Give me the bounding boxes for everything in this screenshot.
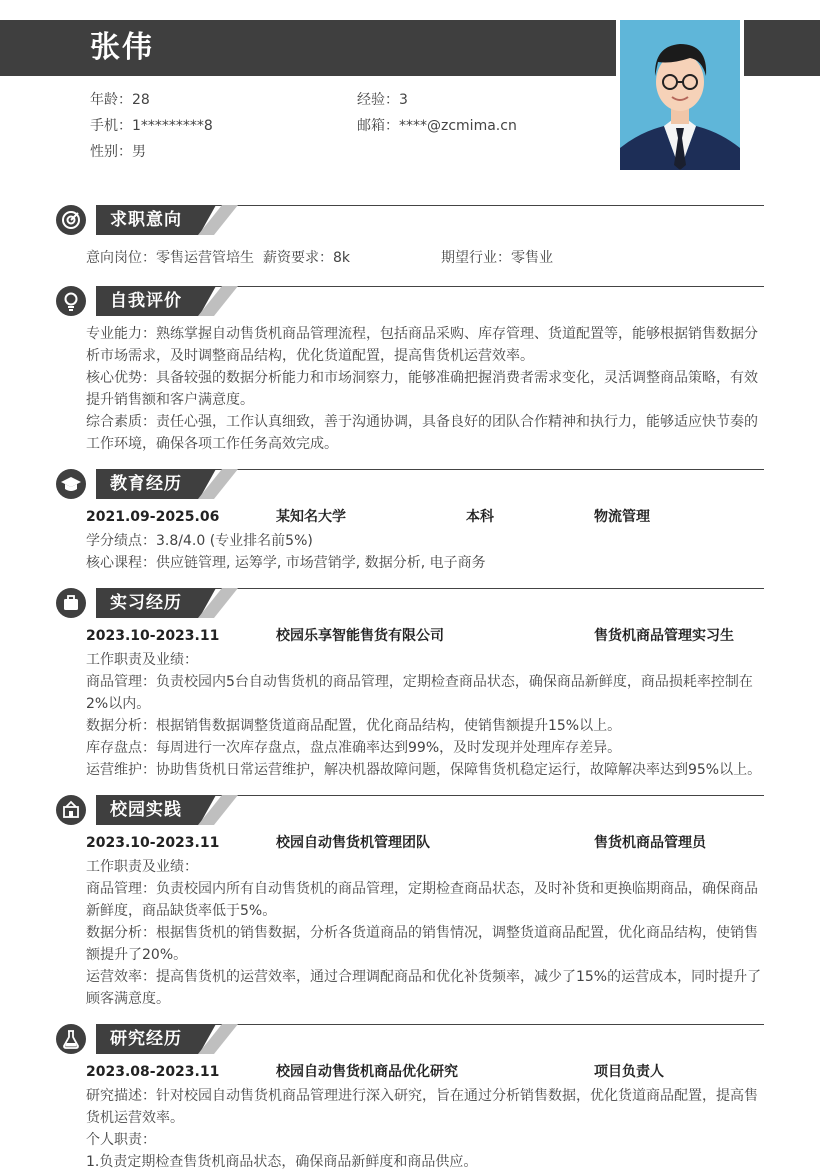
internship-company: 校园乐享智能售货有限公司 xyxy=(276,628,444,644)
research-duty-label: 个人职责： xyxy=(86,1132,156,1148)
education-row xyxy=(86,506,764,528)
internship-line: 库存盘点：每周进行一次库存盘点，盘点准确率达到99%，及时发现并处理库存差异。 xyxy=(86,740,622,756)
flask-icon xyxy=(56,1024,86,1054)
education-major: 物流管理 xyxy=(594,509,650,525)
section-self-eval-header xyxy=(56,286,764,318)
intent-salary: 薪资要求：8k xyxy=(263,250,351,266)
internship-period: 2023.10-2023.11 xyxy=(86,628,220,644)
self-eval-line: 专业能力：熟练掌握自动售货机商品管理流程，包括商品采购、库存管理、货道配置等，能够根据销售数据分析市场需求，及时调整商品结构，优化货道配置，提高售货机运营效率。 xyxy=(86,326,758,364)
self-eval-line: 核心优势：具备较强的数据分析能力和市场洞察力，能够准确把握消费者需求变化，灵活调整商品策略，有效提升销售额和客户满意度。 xyxy=(86,370,758,408)
section-internship-header xyxy=(56,588,764,620)
campus-line: 数据分析：根据售货机的销售数据，分析各货道商品的销售情况，调整货道商品配置，优化商品结构，使销售额提升了20%。 xyxy=(86,925,758,963)
education-degree: 本科 xyxy=(466,509,494,525)
section-title: 研究经历 xyxy=(110,1029,182,1049)
education-gpa: 学分绩点：3.8/4.0 (专业排名前5%) xyxy=(86,533,313,549)
education-courses: 核心课程：供应链管理, 运筹学, 市场营销学, 数据分析, 电子商务 xyxy=(86,555,486,571)
self-eval-line: 综合素质：责任心强，工作认真细致，善于沟通协调，具备良好的团队合作精神和执行力，能够适应快节奏的工作环境，确保各项工作任务高效完成。 xyxy=(86,414,758,452)
target-icon xyxy=(56,205,86,235)
building-icon xyxy=(56,795,86,825)
email-field: 邮箱：****@zcmima.cn xyxy=(357,118,517,134)
campus-line: 商品管理：负责校园内所有自动售货机的商品管理，定期检查商品状态，及时补货和更换临期商品，确保商品新鲜度，商品缺货率低于5%。 xyxy=(86,881,758,919)
candidate-name: 张伟 xyxy=(90,30,154,65)
section-title: 校园实践 xyxy=(110,800,182,820)
internship-line: 运营维护：协助售货机日常运营维护，解决机器故障问题，保障售货机稳定运行，故障解决率达到95%以上。 xyxy=(86,762,762,778)
section-title: 教育经历 xyxy=(110,474,182,494)
campus-period: 2023.10-2023.11 xyxy=(86,835,220,851)
section-research-header xyxy=(56,1024,764,1056)
section-intent-header xyxy=(56,205,764,237)
research-duty-line: 1.负责定期检查售货机商品状态，确保商品新鲜度和商品供应。 xyxy=(86,1154,478,1170)
section-title: 实习经历 xyxy=(110,593,182,613)
research-project: 校园自动售货机商品优化研究 xyxy=(276,1064,458,1080)
campus-duty-label: 工作职责及业绩： xyxy=(86,859,198,875)
internship-row xyxy=(86,625,764,647)
phone-field: 手机：1*********8 xyxy=(90,118,213,134)
section-campus-header xyxy=(56,795,764,827)
education-period: 2021.09-2025.06 xyxy=(86,509,220,525)
intent-position: 意向岗位：零售运营管培生 xyxy=(86,250,254,266)
age-field: 年龄：28 xyxy=(90,92,150,108)
internship-role: 售货机商品管理实习生 xyxy=(594,628,734,644)
research-role: 项目负责人 xyxy=(594,1064,664,1080)
section-education-header xyxy=(56,469,764,501)
profile-photo xyxy=(620,20,740,170)
experience-field: 经验：3 xyxy=(357,92,408,108)
internship-duty-label: 工作职责及业绩： xyxy=(86,652,198,668)
gender-field: 性别：男 xyxy=(90,144,146,160)
header-bar-right xyxy=(744,20,820,76)
intent-industry: 期望行业：零售业 xyxy=(441,250,553,266)
internship-line: 商品管理：负责校园内5台自动售货机的商品管理，定期检查商品状态，确保商品新鲜度，商品损耗率控制在2%以内。 xyxy=(86,674,753,712)
research-row xyxy=(86,1061,764,1083)
graduation-cap-icon xyxy=(56,469,86,499)
campus-line: 运营效率：提高售货机的运营效率，通过合理调配商品和优化补货频率，减少了15%的运营成本，同时提升了顾客满意度。 xyxy=(86,969,762,1007)
campus-role: 售货机商品管理员 xyxy=(594,835,706,851)
campus-row xyxy=(86,832,764,854)
campus-org: 校园自动售货机管理团队 xyxy=(276,835,430,851)
internship-line: 数据分析：根据销售数据调整货道商品配置，优化商品结构，使销售额提升15%以上。 xyxy=(86,718,622,734)
research-desc: 研究描述：针对校园自动售货机商品管理进行深入研究，旨在通过分析销售数据，优化货道商品配置，提高售货机运营效率。 xyxy=(86,1088,758,1126)
research-period: 2023.08-2023.11 xyxy=(86,1064,220,1080)
section-title: 自我评价 xyxy=(110,291,182,311)
briefcase-icon xyxy=(56,588,86,618)
section-title: 求职意向 xyxy=(110,210,182,230)
education-school: 某知名大学 xyxy=(276,509,346,525)
lightbulb-icon xyxy=(56,286,86,316)
